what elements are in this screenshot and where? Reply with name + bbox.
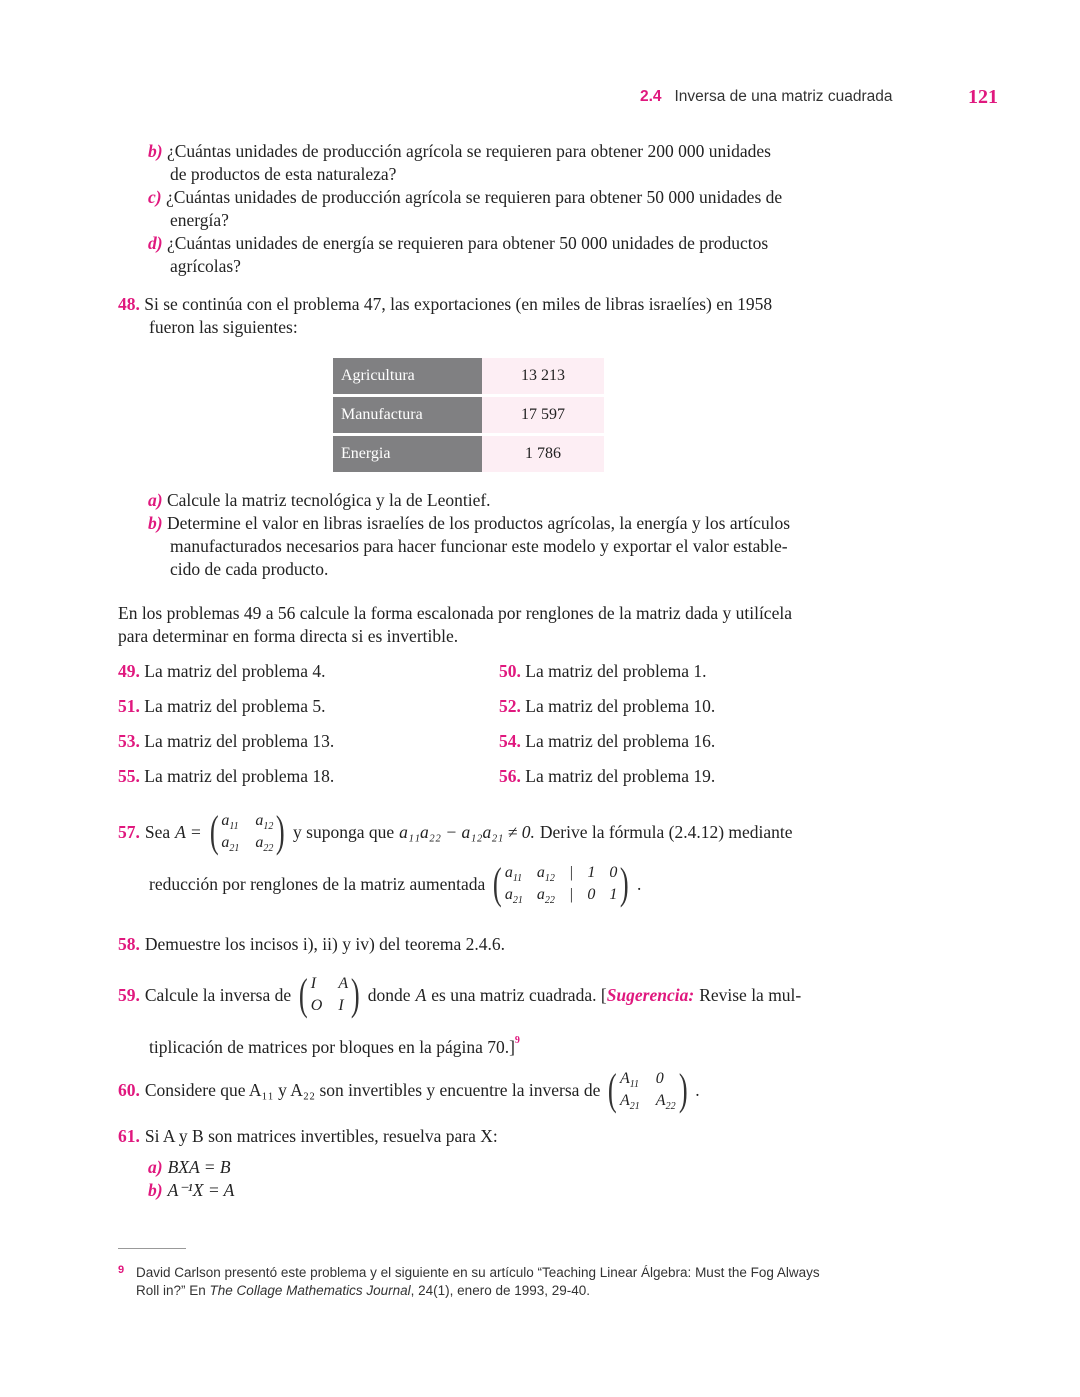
equation: A⁻¹X = A bbox=[167, 1179, 235, 1200]
part-label: b) bbox=[148, 1179, 163, 1200]
matrix-cell: O bbox=[310, 997, 323, 1014]
problem-number: 59. bbox=[118, 984, 140, 1005]
matrix-cell: $a_{11}$ bbox=[221, 812, 239, 833]
matrix-cell: $A_{21}$ bbox=[620, 1092, 640, 1113]
equation: BXA = B bbox=[167, 1156, 231, 1177]
problem-text: Demuestre los incisos i), ii) y iv) del teorema 2.4.6. bbox=[144, 933, 506, 954]
footnote-ref[interactable]: 9 bbox=[514, 1035, 520, 1046]
problem-text: donde bbox=[367, 984, 411, 1005]
problem-61-part-a bbox=[148, 1155, 838, 1178]
problem-text: Si se continúa con el problema 47, las exportaciones (en miles de libras israelíes) en 1958 bbox=[144, 294, 773, 314]
problem-text: Sea bbox=[144, 821, 171, 842]
part-text: energía? bbox=[170, 210, 229, 230]
matrix-cells bbox=[620, 1069, 676, 1111]
problem-57-line2: reducción por renglones de la matriz aumentada ( $a_{11}$ $a_{12}$ | 1 0 $a_{21}$ $a_{22}$ | 0 1 ) . bbox=[149, 859, 642, 908]
table-row bbox=[333, 397, 604, 433]
problem-number: 52. bbox=[499, 696, 521, 716]
problem-text: Considere que A₁₁ y A₂₂ son invertibles y encuentre la inversa de bbox=[144, 1079, 601, 1100]
problem-text: reducción por renglones de la matriz aumentada bbox=[149, 873, 486, 894]
problem-text: tiplicación de matrices por bloques en la página 70.] bbox=[149, 1036, 515, 1057]
matrix-cell: | bbox=[568, 886, 574, 903]
matrix-cell: I bbox=[338, 997, 344, 1014]
problem-text: Calcule la inversa de bbox=[144, 984, 292, 1005]
matrix-cell: $a_{22}$ bbox=[536, 886, 555, 907]
problem-text: La matriz del problema 13. bbox=[144, 731, 335, 751]
footnote-number: 9 bbox=[118, 1264, 125, 1276]
problem-number: 55. bbox=[118, 766, 140, 786]
part-text: cido de cada producto. bbox=[170, 559, 329, 579]
part-label: b) bbox=[148, 513, 163, 533]
problem-text: La matriz del problema 19. bbox=[525, 766, 716, 786]
problem-number: 61. bbox=[118, 1125, 140, 1146]
footnote-text: , 24(1), enero de 1993, 29-40. bbox=[410, 1283, 591, 1298]
part-label: a) bbox=[148, 490, 163, 510]
matrix-cell: $a_{12}$ bbox=[536, 864, 555, 885]
problem-60: 60. Considere que A₁₁ y A₂₂ son invertibles y encuentre la inversa de ( $A_{11}$ 0 $A_{21}$ $A_{22}$ ) . bbox=[118, 1065, 700, 1114]
value-cell: 13 213 bbox=[482, 358, 604, 394]
journal-title: The Collage Mathematics Journal bbox=[209, 1283, 411, 1298]
problem-text: La matriz del problema 18. bbox=[144, 766, 335, 786]
instructions: para determinar en forma directa si es invertible. bbox=[118, 626, 459, 646]
problem-text: Revise la mul- bbox=[699, 984, 802, 1005]
sector-cell: Manufactura bbox=[333, 397, 482, 433]
matrix-cell: I bbox=[310, 975, 317, 992]
problem-number: 56. bbox=[499, 766, 521, 786]
hint-label: Sugerencia: bbox=[606, 984, 695, 1005]
footnote-rule bbox=[118, 1248, 186, 1249]
block-matrix: ( I A O I ) bbox=[299, 970, 360, 1019]
matrix-cell: 0 bbox=[655, 1070, 664, 1087]
part-text: Calcule la matriz tecnológica y la de Leontief. bbox=[166, 490, 491, 510]
part-label: b) bbox=[148, 141, 163, 161]
problem-text: La matriz del problema 5. bbox=[144, 696, 326, 716]
part-text: Determine el valor en libras israelíes de los productos agrícolas, la energía y los artículos bbox=[166, 513, 791, 533]
matrix-cells bbox=[221, 811, 273, 853]
problem-text: La matriz del problema 10. bbox=[525, 696, 716, 716]
part-text: ¿Cuántas unidades de producción agrícola se requieren para obtener 50 000 unidades de bbox=[165, 187, 783, 207]
footnote bbox=[118, 1264, 838, 1300]
matrix: ( $a_{11}$ $a_{12}$ $a_{21}$ $a_{22}$ ) bbox=[209, 807, 286, 856]
running-header bbox=[640, 88, 892, 106]
matrix-cell: 1 bbox=[587, 864, 596, 881]
part-label: c) bbox=[148, 187, 162, 207]
matrix-cell: 1 bbox=[609, 886, 618, 903]
matrix-cell: | bbox=[568, 864, 574, 881]
matrix-cell: $A_{22}$ bbox=[655, 1092, 676, 1113]
sector-cell: Energia bbox=[333, 436, 482, 472]
problem-number: 54. bbox=[499, 731, 521, 751]
sector-cell: Agricultura bbox=[333, 358, 482, 394]
problem-number: 48. bbox=[118, 294, 140, 314]
problem-59 bbox=[118, 969, 838, 1021]
problem-text: fueron las siguientes: bbox=[149, 317, 298, 337]
matrix-cells bbox=[311, 974, 348, 1016]
matrix-cell: $a_{21}$ bbox=[221, 834, 240, 855]
problem-text: Si A y B son matrices invertibles, resuelva para X: bbox=[144, 1125, 498, 1146]
problem-number: 57. bbox=[118, 821, 140, 842]
math: A bbox=[415, 984, 427, 1005]
section-number: 2.4 bbox=[640, 88, 662, 105]
math: a₁₁a₂₂ − a₁₂a₂₁ ≠ 0. bbox=[399, 821, 535, 842]
matrix-cell: $a_{11}$ bbox=[504, 864, 523, 885]
table-row bbox=[333, 358, 604, 394]
part-text: ¿Cuántas unidades de energía se requieren para obtener 50 000 unidades de productos bbox=[166, 233, 769, 253]
footnote-text: David Carlson presentó este problema y el siguiente en su artículo “Teaching Linear Álgebra: Must the Fog Always bbox=[136, 1265, 820, 1280]
table-row bbox=[333, 436, 604, 472]
problem-number: 49. bbox=[118, 661, 140, 681]
problem-text: y suponga que bbox=[293, 821, 395, 842]
problems-57-61 bbox=[118, 806, 838, 1201]
matrix-cell: $a_{22}$ bbox=[255, 834, 274, 855]
matrix-cell: $a_{21}$ bbox=[504, 886, 523, 907]
problem-text: es una matriz cuadrada. [ bbox=[431, 984, 607, 1005]
augmented-matrix: ( $a_{11}$ $a_{12}$ | 1 0 $a_{21}$ $a_{22}$ | 0 1 ) bbox=[493, 859, 630, 908]
instructions: En los problemas 49 a 56 calcule la forma escalonada por renglones de la matriz dada y utilícela bbox=[118, 603, 792, 623]
problem-59-line2 bbox=[149, 1035, 838, 1058]
problem-text: La matriz del problema 1. bbox=[525, 661, 707, 681]
exports-table bbox=[333, 355, 604, 475]
problem-text: La matriz del problema 16. bbox=[525, 731, 716, 751]
section-title: Inversa de una matriz cuadrada bbox=[674, 88, 893, 105]
part-text: de productos de esta naturaleza? bbox=[170, 164, 397, 184]
matrix-cells bbox=[505, 863, 617, 905]
footnote-text: Roll in?” En bbox=[136, 1283, 210, 1298]
matrix-cell: $A_{11}$ bbox=[620, 1070, 640, 1091]
value-cell: 1 786 bbox=[482, 436, 604, 472]
part-text: manufacturados necesarios para hacer funcionar este modelo y exportar el valor estable- bbox=[170, 536, 788, 556]
value-cell: 17 597 bbox=[482, 397, 604, 433]
problem-number: 58. bbox=[118, 933, 140, 954]
problem-58 bbox=[118, 932, 838, 955]
problem-text: La matriz del problema 4. bbox=[144, 661, 326, 681]
problem-57 bbox=[118, 806, 838, 858]
problem-61 bbox=[118, 1124, 838, 1147]
page-number: 121 bbox=[968, 86, 998, 108]
part-label: d) bbox=[148, 233, 163, 253]
part-text: ¿Cuántas unidades de producción agrícola se requieren para obtener 200 000 unidades bbox=[166, 141, 771, 161]
problem-text: Derive la fórmula (2.4.12) mediante bbox=[539, 821, 793, 842]
matrix-cell: 0 bbox=[609, 864, 618, 881]
matrix-cell: A bbox=[338, 975, 349, 992]
block-matrix: ( $A_{11}$ 0 $A_{21}$ $A_{22}$ ) bbox=[608, 1065, 688, 1114]
math: A = bbox=[175, 821, 202, 842]
part-text: agrícolas? bbox=[170, 256, 241, 276]
problem-number: 60. bbox=[118, 1079, 140, 1100]
matrix-cell: $a_{12}$ bbox=[255, 812, 274, 833]
part-label: a) bbox=[148, 1156, 163, 1177]
matrix-cell: 0 bbox=[587, 886, 596, 903]
problem-61-part-b bbox=[148, 1178, 838, 1201]
problem-number: 50. bbox=[499, 661, 521, 681]
problem-number: 53. bbox=[118, 731, 140, 751]
problem-number: 51. bbox=[118, 696, 140, 716]
